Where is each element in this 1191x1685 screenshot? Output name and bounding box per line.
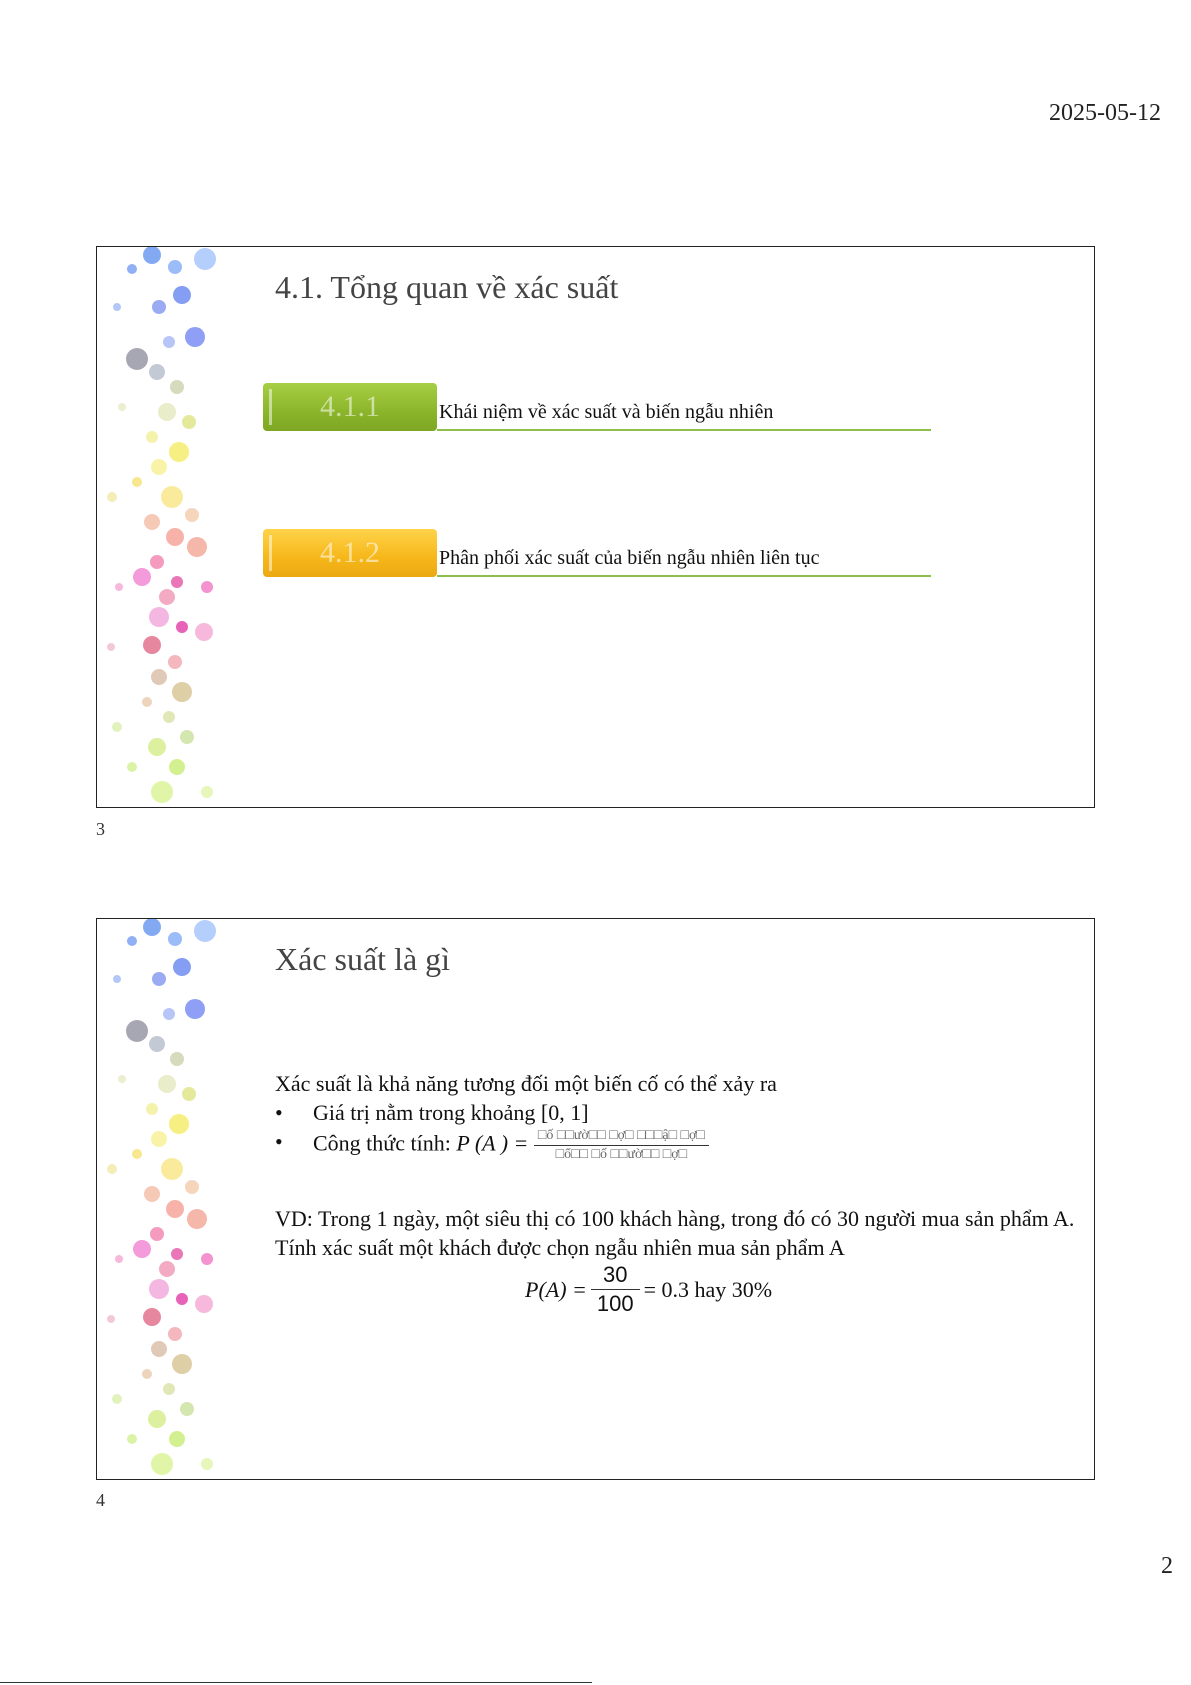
section-label: Khái niệm về xác suất và biến ngẫu nhiên [439, 401, 774, 423]
slide-title: 4.1. Tổng quan về xác suất [275, 269, 619, 305]
bullet-item [275, 1098, 709, 1127]
slide-title: Xác suất là gì [275, 941, 451, 977]
intro-text: Xác suất là khả năng tương đối một biến cố có thể xảy ra [275, 1071, 777, 1096]
bokeh-decoration [97, 919, 247, 1479]
bullet-text: Công thức tính: [313, 1130, 457, 1156]
bullet-item [275, 1127, 709, 1164]
result-lhs: P(A) = [525, 1276, 587, 1302]
section-tab: 4.1.1 [263, 383, 437, 431]
section-row-4-1-2[interactable] [263, 529, 931, 579]
formula-numerator: □ố □□ườ□□ □ợ□ □□□ậ□ □ợ□ [537, 1128, 705, 1143]
result-rhs: = 0.3 hay 30% [643, 1276, 773, 1302]
example-text: VD: Trong 1 ngày, một siêu thị có 100 khách hàng, trong đó có 30 người mua sản phẩm A. Tính xác suất một khách được chọn ngẫu nhiên mua sản phẩm A [275, 1206, 1075, 1260]
slide-4 [96, 918, 1095, 1480]
section-label: Phân phối xác suất của biến ngẫu nhiên liên tục [439, 547, 820, 569]
result-denominator: 100 [596, 1291, 634, 1316]
slide-number: 4 [96, 1490, 105, 1510]
page-date: 2025-05-12 [1049, 100, 1161, 126]
section-row-4-1-1[interactable] [263, 383, 931, 433]
section-underline [437, 429, 931, 431]
bullet-list [275, 1098, 709, 1164]
page-number: 2 [1161, 1553, 1173, 1579]
section-underline [437, 575, 931, 577]
footer-rule [0, 1682, 592, 1683]
formula-denominator: □ổ□□ □ố □□ườ□□ □ợ□ [555, 1147, 688, 1162]
result-numerator: 30 [602, 1262, 628, 1287]
slide-number: 3 [96, 819, 105, 839]
formula-lhs: P (A ) = [456, 1130, 534, 1156]
bullet-text: Giá trị nằm trong khoảng [0, 1] [313, 1100, 589, 1125]
result-formula [525, 1261, 772, 1318]
section-tab: 4.1.2 [263, 529, 437, 577]
formula-fraction [534, 1127, 709, 1164]
bokeh-decoration [97, 247, 247, 807]
result-fraction [591, 1261, 640, 1318]
slide-3 [96, 246, 1095, 808]
